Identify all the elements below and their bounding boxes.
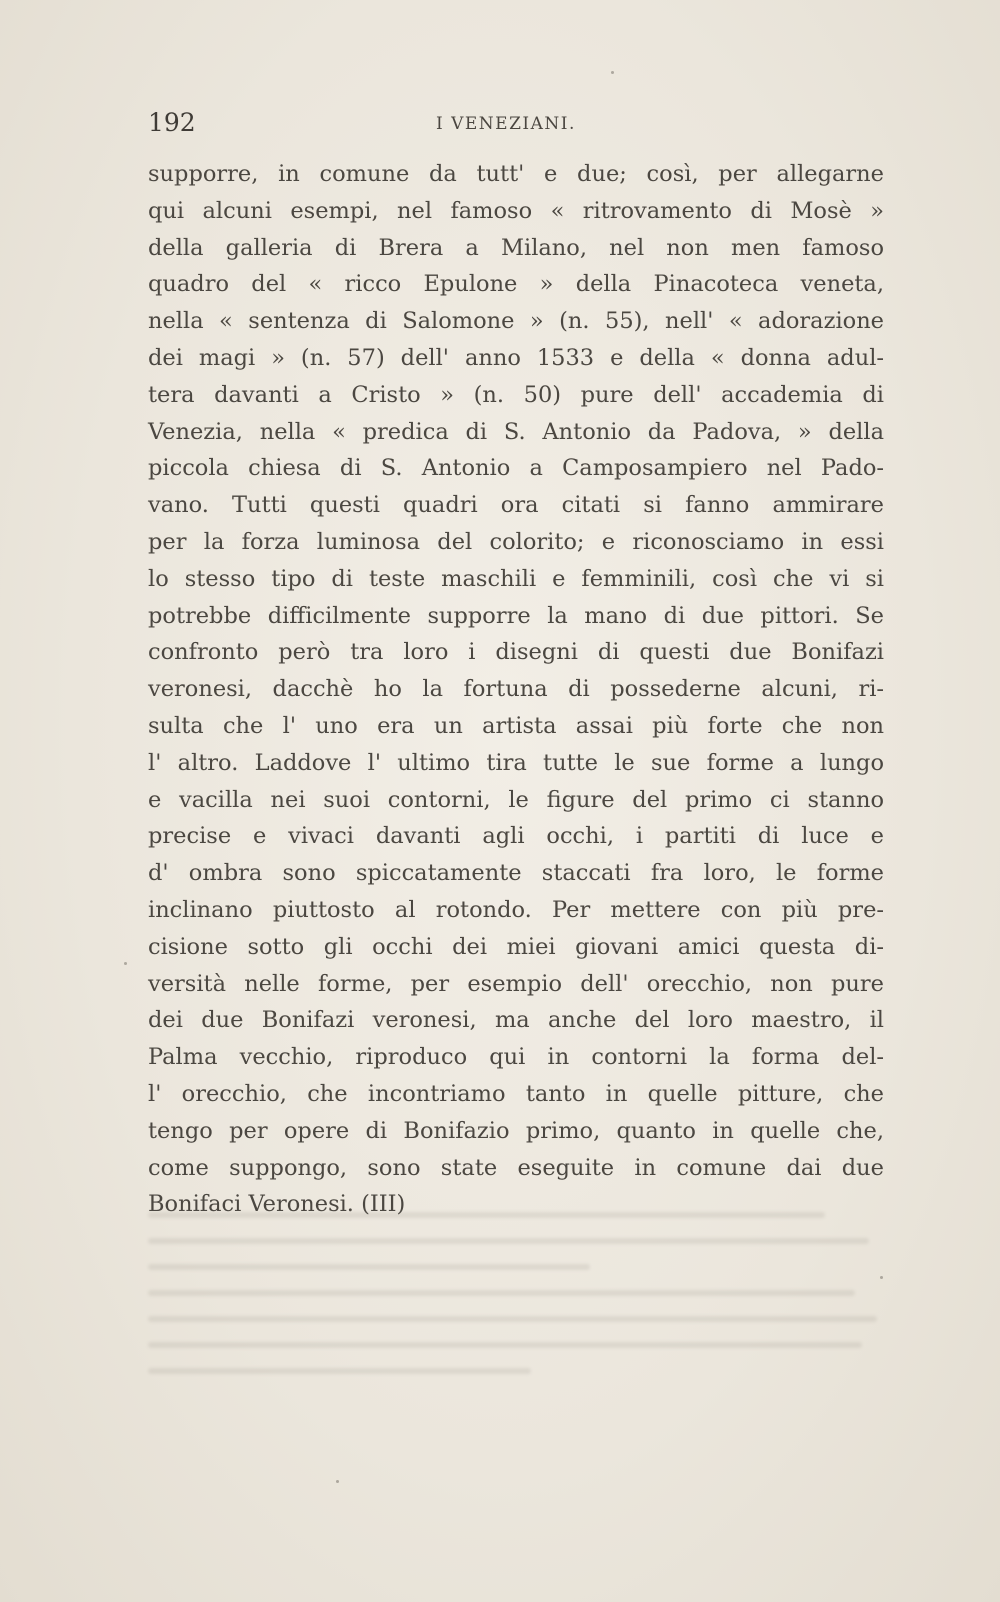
text-line: precise e vivaci davanti agli occhi, i partiti di luce e xyxy=(148,823,884,850)
show-through-footnotes xyxy=(148,1212,884,1422)
text-line: cisione sotto gli occhi dei miei giovani amici questa di- xyxy=(148,933,884,960)
text-line: lo stesso tipo di teste maschili e femminili, così che vi si xyxy=(148,565,884,592)
text-line: dei magi » (n. 57) dell' anno 1533 e della « donna adul- xyxy=(148,344,884,371)
text-line: tengo per opere di Bonifazio primo, quanto in quelle che, xyxy=(148,1117,884,1144)
running-title: I VENEZIANI. xyxy=(436,114,576,134)
text-line-last: Bonifaci Veronesi. (III) xyxy=(148,1191,406,1218)
text-line: versità nelle forme, per esempio dell' orecchio, non pure xyxy=(148,970,884,997)
text-line: tera davanti a Cristo » (n. 50) pure dell' accademia di xyxy=(148,381,884,408)
text-line: della galleria di Brera a Milano, nel non men famoso xyxy=(148,234,884,261)
text-line: piccola chiesa di S. Antonio a Camposampiero nel Pado- xyxy=(148,455,884,482)
paper-speck xyxy=(880,1276,883,1279)
text-line: supporre, in comune da tutt' e due; così, per allegarne xyxy=(148,161,884,187)
text-line: l' altro. Laddove l' ultimo tira tutte le sue forme a lungo xyxy=(148,749,884,776)
page-number: 192 xyxy=(148,108,196,137)
page-header xyxy=(148,108,884,142)
text-line: qui alcuni esempi, nel famoso « ritrovamento di Mosè » xyxy=(148,197,884,224)
paper-speck xyxy=(611,71,614,74)
text-line: quadro del « ricco Epulone » della Pinacoteca veneta, xyxy=(148,271,884,298)
text-line: come suppongo, sono state eseguite in comune dai due xyxy=(148,1154,884,1181)
main-text xyxy=(148,156,884,1223)
paper-speck xyxy=(336,1480,339,1483)
text-line: inclinano piuttosto al rotondo. Per mettere con più pre- xyxy=(148,896,884,923)
text-line: e vacilla nei suoi contorni, le figure del primo ci stanno xyxy=(148,786,884,813)
text-line: per la forza luminosa del colorito; e riconosciamo in essi xyxy=(148,528,884,555)
text-line: vano. Tutti questi quadri ora citati si fanno ammirare xyxy=(148,492,884,519)
text-line: veronesi, dacchè ho la fortuna di possederne alcuni, ri- xyxy=(148,676,884,703)
text-line: sulta che l' uno era un artista assai più forte che non xyxy=(148,712,884,739)
text-line: potrebbe difficilmente supporre la mano di due pittori. Se xyxy=(148,602,884,629)
text-line: Venezia, nella « predica di S. Antonio da Padova, » della xyxy=(148,418,884,445)
text-line: Palma vecchio, riproduco qui in contorni la forma del- xyxy=(148,1044,884,1071)
text-line: l' orecchio, che incontriamo tanto in quelle pitture, che xyxy=(148,1080,884,1107)
text-line: d' ombra sono spiccatamente staccati fra loro, le forme xyxy=(148,860,884,887)
paper-speck xyxy=(124,962,127,965)
text-line: confronto però tra loro i disegni di questi due Bonifazi xyxy=(148,639,884,666)
text-line: nella « sentenza di Salomone » (n. 55), nell' « adorazione xyxy=(148,308,884,335)
text-line: dei due Bonifazi veronesi, ma anche del loro maestro, il xyxy=(148,1007,884,1034)
